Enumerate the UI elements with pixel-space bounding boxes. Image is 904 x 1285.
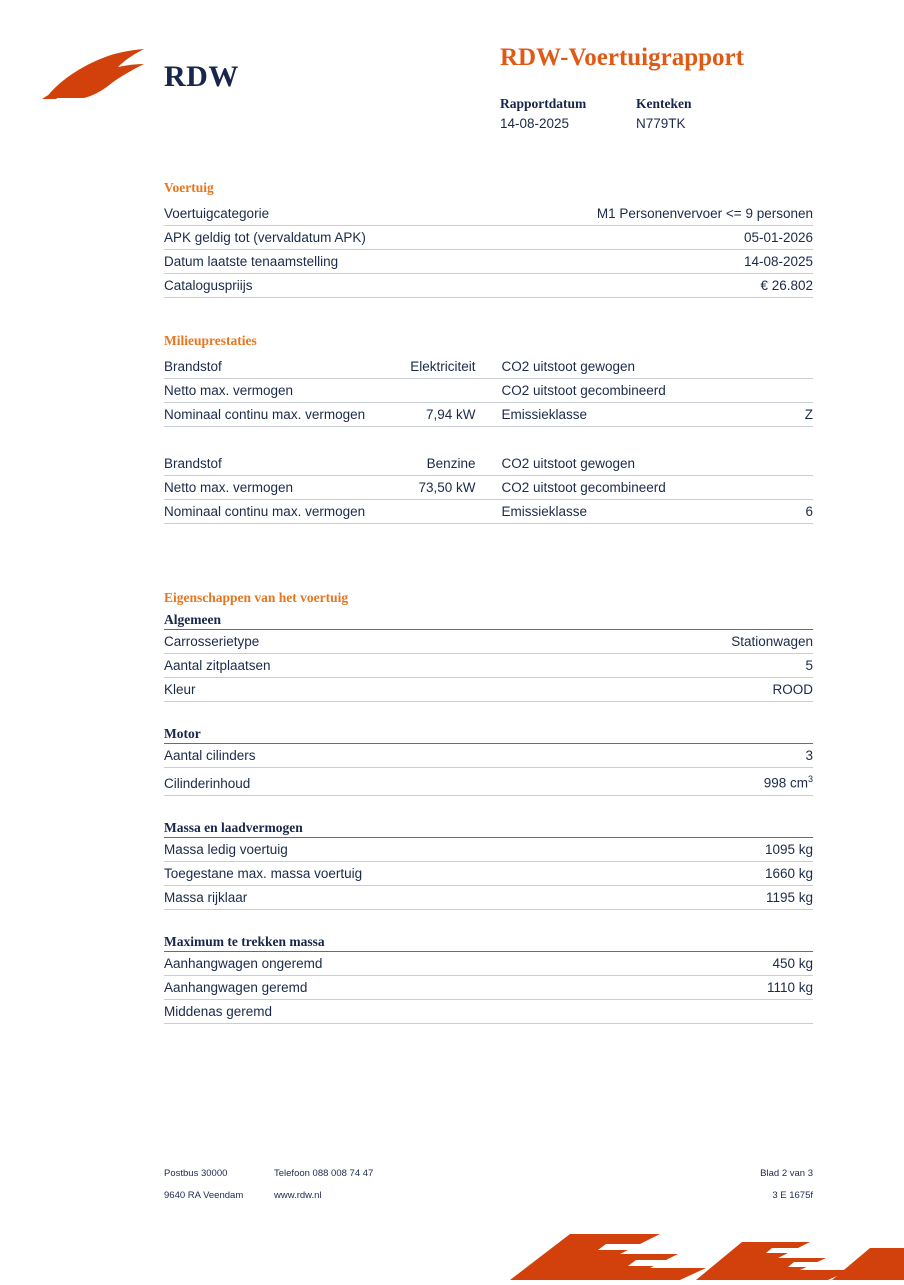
row-label: Middenas geremd — [164, 999, 667, 1023]
row-value — [372, 500, 502, 524]
row-label: Carrosserietype — [164, 630, 531, 654]
subsection-trekken-title: Maximum te trekken massa — [164, 933, 325, 949]
table-row — [164, 403, 813, 427]
meta-kenteken-value: N779TK — [636, 116, 686, 131]
section-voertuig-title: Voertuig — [164, 180, 214, 195]
row-value: 450 kg — [667, 951, 813, 975]
row-label: Aantal cilinders — [164, 744, 586, 768]
row-value: Elektriciteit — [372, 355, 502, 379]
row-value: Stationwagen — [531, 630, 813, 654]
table-row — [164, 202, 813, 226]
row-value: 05-01-2026 — [477, 226, 813, 250]
row-value: 1660 kg — [686, 861, 813, 885]
row-label: Netto max. vermogen — [164, 379, 372, 403]
row-label: Netto max. vermogen — [164, 476, 372, 500]
table-row — [164, 500, 813, 524]
table-row — [164, 951, 813, 975]
row-value: 1195 kg — [686, 885, 813, 909]
row-label-secondary: CO2 uitstoot gewogen — [501, 355, 709, 379]
footer-phone: Telefoon 088 008 74 47 — [274, 1168, 374, 1179]
row-label: Brandstof — [164, 355, 372, 379]
row-value: M1 Personenvervoer <= 9 personen — [477, 202, 813, 226]
row-value: € 26.802 — [477, 274, 813, 298]
page-footer — [164, 1168, 813, 1212]
row-label-secondary: Emissieklasse — [501, 403, 709, 427]
row-value-secondary: 6 — [709, 500, 813, 524]
row-label-secondary: Emissieklasse — [501, 500, 709, 524]
table-row — [164, 476, 813, 500]
table-row — [164, 678, 813, 702]
section-milieu-title: Milieuprestaties — [164, 333, 257, 348]
table-row — [164, 274, 813, 298]
motor-table — [164, 743, 813, 796]
row-label: Toegestane max. massa voertuig — [164, 861, 686, 885]
row-label: Aantal zitplaatsen — [164, 654, 531, 678]
table-row — [164, 744, 813, 768]
massa-table — [164, 837, 813, 910]
row-label: Cilinderinhoud — [164, 768, 586, 796]
section-eigenschappen — [164, 590, 813, 1024]
row-value: 73,50 kW — [372, 476, 502, 500]
table-row — [164, 654, 813, 678]
row-label: Datum laatste tenaamstelling — [164, 250, 477, 274]
row-value-superscript: 3 — [807, 774, 813, 784]
row-label: Massa ledig voertuig — [164, 837, 686, 861]
table-row — [164, 250, 813, 274]
meta-rapportdatum-value: 14-08-2025 — [500, 116, 570, 131]
row-value — [667, 999, 813, 1023]
row-value: 5 — [531, 654, 813, 678]
footer-address-line2: 9640 RA Veendam — [164, 1190, 244, 1201]
row-value-secondary — [709, 379, 813, 403]
row-value: 3 — [586, 744, 813, 768]
row-label: Kleur — [164, 678, 531, 702]
milieu-table-elektriciteit — [164, 355, 813, 427]
row-label: Aanhangwagen ongeremd — [164, 951, 667, 975]
table-row — [164, 379, 813, 403]
section-milieuprestaties — [164, 333, 813, 524]
row-value-secondary — [709, 355, 813, 379]
table-row — [164, 861, 813, 885]
meta-kenteken — [636, 96, 772, 131]
row-value — [586, 768, 813, 796]
row-value: 7,94 kW — [372, 403, 502, 427]
table-row — [164, 837, 813, 861]
row-value-secondary — [709, 476, 813, 500]
footer-address-line1: Postbus 30000 — [164, 1168, 228, 1179]
subsection-motor-title: Motor — [164, 726, 201, 741]
row-value: Benzine — [372, 452, 502, 476]
row-value-secondary — [709, 452, 813, 476]
table-row — [164, 355, 813, 379]
rdw-wordmark: RDW — [164, 60, 239, 93]
subsection-algemeen-title: Algemeen — [164, 612, 221, 627]
section-voertuig — [164, 180, 813, 298]
row-label-secondary: CO2 uitstoot gewogen — [501, 452, 709, 476]
row-value: 1095 kg — [686, 837, 813, 861]
row-label-secondary: CO2 uitstoot gecombineerd — [501, 379, 709, 403]
report-meta — [500, 96, 830, 131]
row-label: Voertuigcategorie — [164, 202, 477, 226]
meta-rapportdatum-label: Rapportdatum — [500, 96, 587, 111]
footer-form-code: 3 E 1675f — [772, 1190, 813, 1201]
meta-kenteken-label: Kenteken — [636, 96, 692, 111]
section-eigenschappen-title: Eigenschappen van het voertuig — [164, 590, 349, 605]
footer-line-2 — [164, 1190, 813, 1201]
row-label: Massa rijklaar — [164, 885, 686, 909]
subsection-massa-title: Massa en laadvermogen — [164, 819, 303, 835]
table-row — [164, 999, 813, 1023]
row-label: Nominaal continu max. vermogen — [164, 403, 372, 427]
page-title: RDW-Voertuigrapport — [500, 44, 744, 71]
table-row — [164, 452, 813, 476]
footer-line-1 — [164, 1168, 813, 1179]
rdw-footer-graphic-icon — [510, 1228, 904, 1280]
row-label: Aanhangwagen geremd — [164, 975, 667, 999]
trekken-massa-table — [164, 951, 813, 1024]
voertuig-table — [164, 202, 813, 298]
table-row — [164, 975, 813, 999]
row-label: Brandstof — [164, 452, 372, 476]
row-value: 14-08-2025 — [477, 250, 813, 274]
rdw-feather-logo-icon — [40, 46, 155, 102]
row-label: APK geldig tot (vervaldatum APK) — [164, 226, 477, 250]
row-value-secondary: Z — [709, 403, 813, 427]
footer-page-number: Blad 2 van 3 — [760, 1168, 813, 1179]
table-row — [164, 885, 813, 909]
milieu-table-benzine — [164, 452, 813, 524]
row-label: Cataloguspriijs — [164, 274, 477, 298]
row-value-text: 998 cm — [763, 775, 808, 791]
footer-website: www.rdw.nl — [274, 1190, 322, 1201]
row-value — [372, 379, 502, 403]
row-value: 1110 kg — [667, 975, 813, 999]
algemeen-table — [164, 629, 813, 702]
table-row — [164, 630, 813, 654]
row-label: Nominaal continu max. vermogen — [164, 500, 372, 524]
meta-rapportdatum — [500, 96, 636, 131]
rdw-logo — [40, 32, 270, 102]
row-value: ROOD — [531, 678, 813, 702]
table-row — [164, 768, 813, 796]
row-label-secondary: CO2 uitstoot gecombineerd — [501, 476, 709, 500]
table-row — [164, 226, 813, 250]
